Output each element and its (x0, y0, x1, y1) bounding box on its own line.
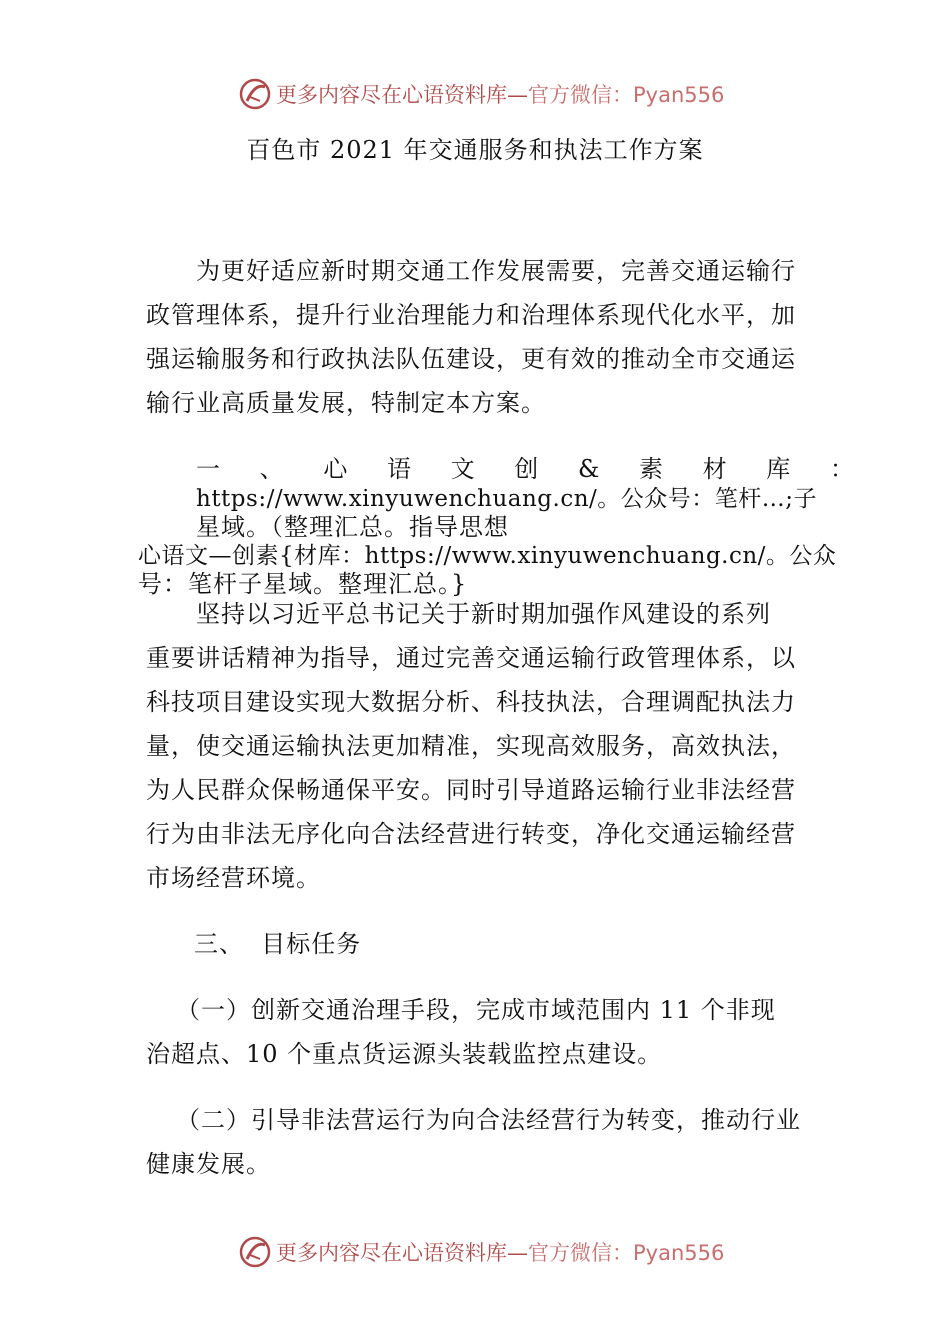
guiding-line: 行为由非法无序化向合法经营进行转变，净化交通运输经营 (146, 820, 796, 848)
guiding-line: 市场经营环境。 (146, 864, 321, 892)
banner-text: 更多内容尽在心语资料库—官方微信：Pyan556 (276, 1241, 725, 1265)
logo-icon (238, 1235, 272, 1269)
heading-char: 文 (450, 455, 475, 483)
task-line: （一）创新交通治理手段，完成市域范围内 11 个非现 (176, 996, 776, 1024)
section1-line: 号：笔杆子星域。整理汇总。} (138, 570, 468, 598)
intro-line: 输行业高质量发展，特制定本方案。 (146, 389, 546, 417)
intro-line: 为更好适应新时期交通工作发展需要，完善交通运输行 (196, 257, 796, 285)
heading-char: 语 (386, 455, 411, 483)
header-banner (238, 74, 798, 114)
document-title: 百色市 2021 年交通服务和执法工作方案 (246, 136, 704, 164)
section1-line: 星域。（整理汇总。指导思想 (196, 513, 509, 541)
heading-char: 库 (766, 455, 791, 483)
guiding-line: 量，使交通运输执法更加精准，实现高效服务，高效执法， (146, 732, 796, 760)
guiding-line: 为人民群众保畅通保平安。同时引导道路运输行业非法经营 (146, 776, 796, 804)
section1-line: https://www.xinyuwenchuang.cn/。公众号：笔杆…;子 (196, 486, 818, 512)
task-line: 健康发展。 (146, 1150, 271, 1178)
heading-char: 心 (323, 455, 348, 483)
banner-wechat: 官方微信：Pyan556 (528, 83, 725, 107)
heading-char: 创 (514, 455, 539, 483)
intro-line: 强运输服务和行政执法队伍建设，更有效的推动全市交通运 (146, 345, 796, 373)
guiding-line: 重要讲话精神为指导，通过完善交通运输行政管理体系，以 (146, 644, 796, 672)
guiding-line: 坚持以习近平总书记关于新时期加强作风建设的系列 (196, 600, 771, 628)
footer-banner (238, 1232, 798, 1272)
heading-char: 素 (638, 455, 663, 483)
heading-char: 材 (702, 455, 727, 483)
section3-heading: 三、 目标任务 (194, 930, 362, 958)
section1-heading (196, 454, 854, 484)
heading-char: & (577, 455, 600, 483)
intro-line: 政管理体系，提升行业治理能力和治理体系现代化水平，加 (146, 301, 796, 329)
logo-icon (238, 77, 272, 111)
banner-wechat: 官方微信：Pyan556 (528, 1241, 725, 1265)
heading-char: ： (829, 455, 854, 483)
heading-char: 一 (196, 455, 220, 483)
task-line: （二）引导非法营运行为向合法经营行为转变，推动行业 (176, 1106, 801, 1134)
task-line: 治超点、10 个重点货运源头装载监控点建设。 (146, 1040, 663, 1068)
section1-line: 心语文—创素{材库：https://www.xinyuwenchuang.cn/。公众 (138, 543, 837, 569)
banner-text: 更多内容尽在心语资料库—官方微信：Pyan556 (276, 83, 725, 107)
heading-char: 、 (259, 455, 284, 483)
guiding-line: 科技项目建设实现大数据分析、科技执法，合理调配执法力 (146, 688, 796, 716)
